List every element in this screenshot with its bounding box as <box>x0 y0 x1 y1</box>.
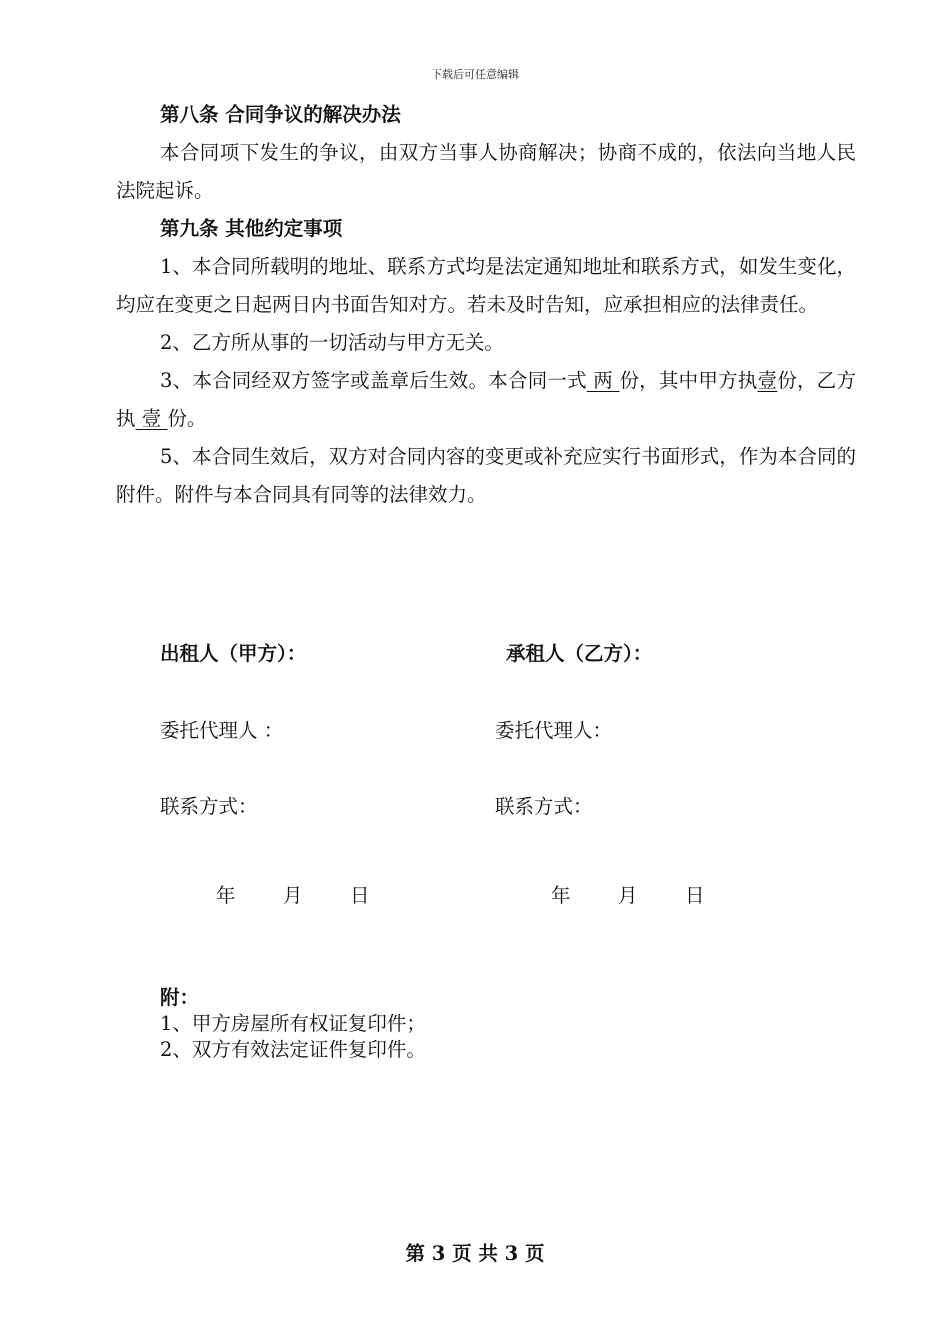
date-left-day: 日 <box>350 884 370 907</box>
agent-right-label: 委托代理人： <box>495 719 613 742</box>
article8-title: 第八条 合同争议的解决办法 <box>160 103 401 126</box>
annex-item2: 2、双方有效法定证件复印件。 <box>160 1038 426 1061</box>
contract-body <box>116 96 856 514</box>
date-right <box>551 880 705 908</box>
item3-text-a: 3、本合同经双方签字或盖章后生效。本合同一式 <box>160 369 587 392</box>
annex-title: 附： <box>160 986 200 1009</box>
party-a-copies: 壹 <box>757 369 778 392</box>
item3-text-d: 份。 <box>167 407 207 430</box>
article9-title: 第九条 其他约定事项 <box>160 217 343 240</box>
date-right-year: 年 <box>551 884 571 907</box>
date-right-day: 日 <box>685 884 705 907</box>
date-right-month: 月 <box>618 884 638 907</box>
article8-text: 本合同项下发生的争议，由双方当事人协商解决；协商不成的，依法向当地人民法院起诉。 <box>116 141 856 202</box>
item3-text-c: 份，乙方执 <box>116 369 856 430</box>
article9-item1: 1、本合同所载明的地址、联系方式均是法定通知地址和联系方式，如发生变化，均应在变更之日起两日内书面告知对方。若未及时告知，应承担相应的法律责任。 <box>116 255 856 316</box>
lessee-label: 承租人（乙方）： <box>506 642 653 665</box>
article9-item5: 5、本合同生效后，双方对合同内容的变更或补充应实行书面形式，作为本合同的附件。附件与本合同具有同等的法律效力。 <box>116 445 856 506</box>
annex-section <box>160 985 426 1063</box>
annex-item1: 1、甲方房屋所有权证复印件； <box>160 1012 426 1035</box>
article9-item3 <box>116 362 856 438</box>
contact-left-label: 联系方式： <box>160 795 258 818</box>
date-left-month: 月 <box>283 884 303 907</box>
date-left-year: 年 <box>216 884 236 907</box>
agent-left-label: 委托代理人 ： <box>160 719 284 742</box>
date-left <box>216 880 370 908</box>
copies-count: 两 <box>586 369 620 392</box>
page-number: 第 3 页 共 3 页 <box>405 1242 545 1265</box>
lessor-label: 出租人（甲方）： <box>160 642 307 665</box>
contact-right-label: 联系方式： <box>495 795 593 818</box>
page-header-note: 下载后可任意编辑 <box>431 68 519 81</box>
item3-text-b: 份，其中甲方执 <box>619 369 758 392</box>
party-b-copies: 壹 <box>135 407 168 430</box>
article9-item2: 2、乙方所从事的一切活动与甲方无关。 <box>160 331 504 354</box>
